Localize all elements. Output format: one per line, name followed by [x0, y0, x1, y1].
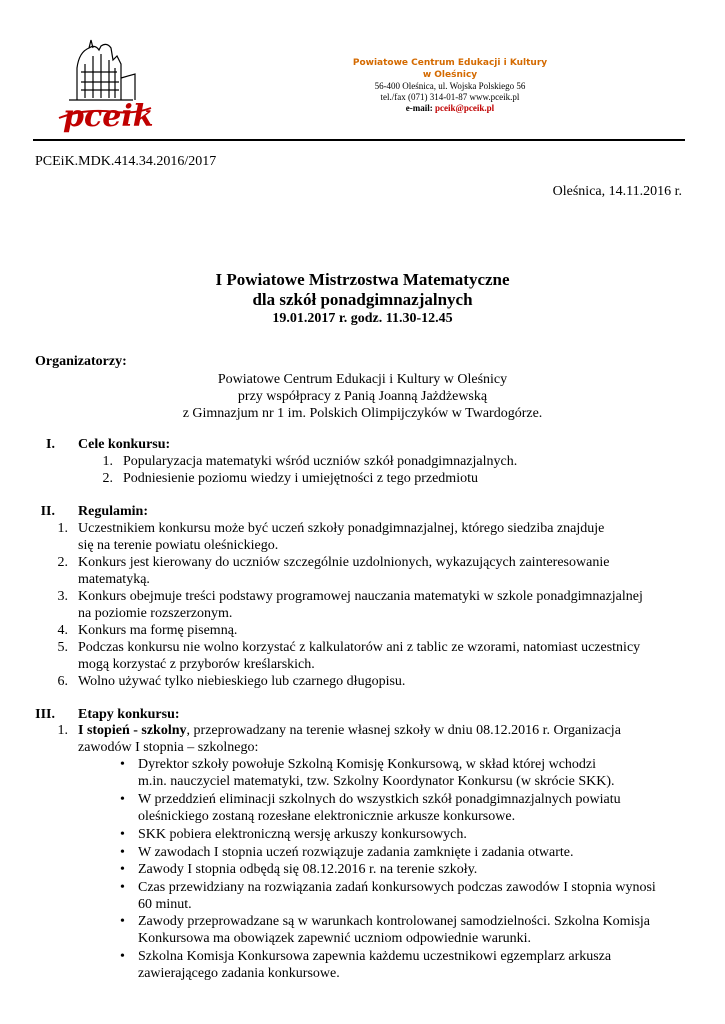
bullet-icon: •	[120, 757, 125, 772]
org-name-line1: Powiatowe Centrum Edukacji i Kultury	[352, 58, 548, 68]
bullet-icon: •	[120, 880, 125, 895]
bullet-icon: •	[120, 914, 125, 929]
email-link[interactable]: pceik@pceik.pl	[435, 103, 495, 113]
bullet-item: • W przeddzień eliminacji szkolnych do wszystkich szkół ponadgimnazjalnych powiatu oleśnickiego zostaną rozesłane elektronicznie arkusze konkursowe.	[120, 792, 621, 824]
organizer-line: przy współpracy z Panią Joanną Jażdżewską	[237, 389, 488, 404]
bullet-item: • Zawody I stopnia odbędą się 08.12.2016 r. na terenie szkoły.	[120, 862, 478, 877]
svg-text:pceik: pceik	[63, 99, 154, 134]
title-date-time: 19.01.2017 r. godz. 11.30-12.45	[272, 311, 453, 326]
bullet-item: • Zawody przeprowadzane są w warunkach kontrolowanej samodzielności. Szkolna Komisja Konkursowa ma obowiązek zapewnić uczniom odpowiednie warunki.	[120, 914, 651, 946]
pceik-logo	[55, 38, 155, 136]
reference-number: PCEiK.MDK.414.34.2016/2017	[35, 154, 217, 169]
organizer-line: z Gimnazjum nr 1 im. Polskich Olimpijczyków w Twardogórze.	[182, 406, 543, 421]
bullet-icon: •	[120, 862, 125, 877]
document-title	[0, 270, 725, 327]
bullet-item: • Szkolna Komisja Konkursowa zapewnia każdemu uczestnikowi egzemplarz arkusza zawierającego zadania konkursowe.	[120, 949, 612, 981]
bullet-item: • Czas przewidziany na rozwiązania zadań konkursowych podczas zawodów I stopnia wynosi 60 minut.	[120, 880, 656, 912]
title-line1: I Powiatowe Mistrzostwa Matematyczne	[215, 270, 510, 289]
bullet-icon: •	[120, 792, 125, 807]
title-line2: dla szkół ponadgimnazjalnych	[252, 290, 473, 309]
org-name-line2: w Oleśnicy	[422, 70, 478, 80]
organizers-label: Organizatorzy:	[35, 354, 127, 369]
bullet-icon: •	[120, 827, 125, 842]
bullet-item: • SKK pobiera elektroniczną wersję arkuszy konkursowych.	[120, 827, 467, 842]
bullet-item: • Dyrektor szkoły powołuje Szkolną Komisję Konkursową, w skład której wchodzi m.in. nauczyciel matematyki, tzw. Szkolny Koordynator Konkursu (w skrócie SKK).	[120, 757, 615, 789]
place-date: Oleśnica, 14.11.2016 r.	[552, 184, 682, 199]
letterhead	[330, 57, 570, 114]
org-address: 56-400 Oleśnica, ul. Wojska Polskiego 56	[374, 81, 526, 91]
organizers-list	[0, 371, 725, 422]
bullet-item: • W zawodach I stopnia uczeń rozwiązuje zadania zamknięte i zadania otwarte.	[120, 845, 574, 860]
header-divider	[33, 139, 685, 141]
org-phone: tel./fax (071) 314-01-87 www.pceik.pl	[380, 92, 520, 102]
bullet-icon: •	[120, 845, 125, 860]
organizer-line: Powiatowe Centrum Edukacji i Kultury w Oleśnicy	[217, 372, 508, 387]
org-email: e-mail: pceik@pceik.pl	[405, 103, 495, 113]
bullet-icon: •	[120, 949, 125, 964]
